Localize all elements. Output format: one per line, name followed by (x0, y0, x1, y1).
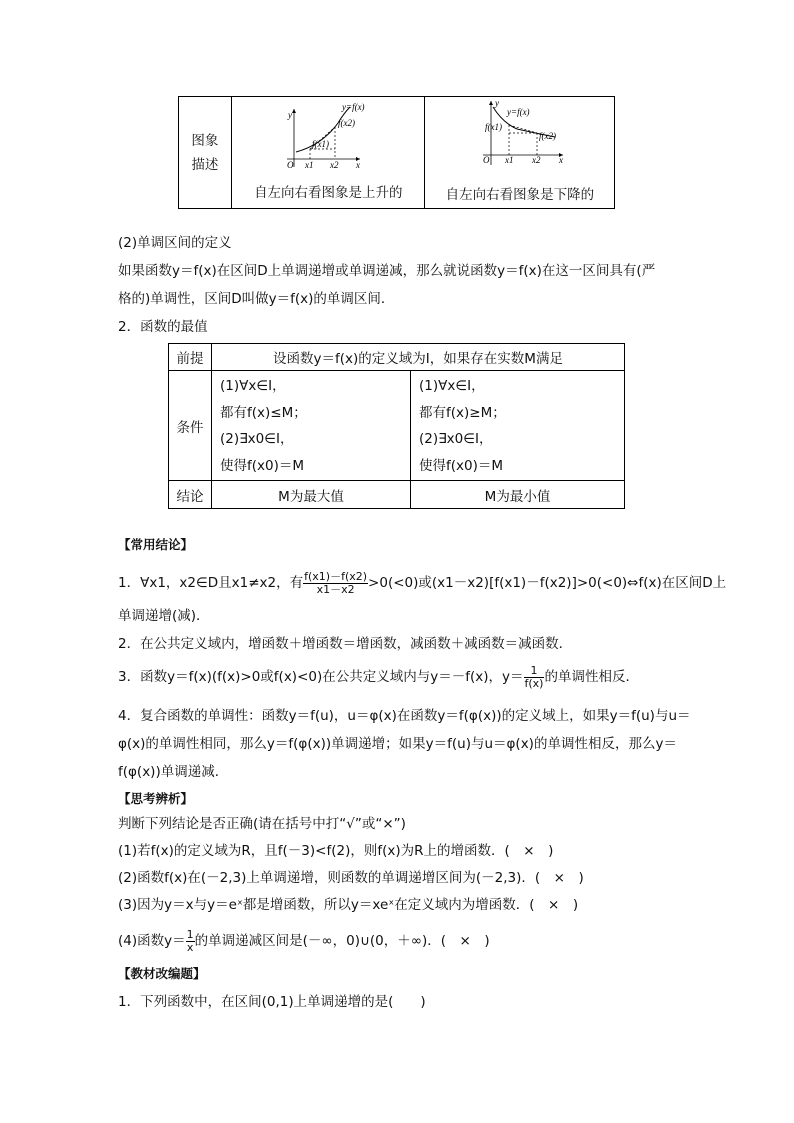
think-heading: 【思考辨析】 (118, 791, 194, 806)
inc-fx1-label: f(x1) (311, 139, 329, 149)
conclusion-3 (118, 662, 639, 692)
increasing-caption: 自左向右看图象是上升的 (254, 185, 403, 201)
graph-row-header: 图象 描述 (179, 97, 232, 209)
dec-x1-label: x1 (504, 155, 514, 165)
conclusion-1-line1 (118, 568, 726, 598)
min-cond-2: 都有f(x)≥M； (419, 404, 506, 421)
t4-numerator: 1 (186, 927, 194, 941)
c1-suffix: >0(<0)或(x1－x2)[f(x1)－f(x2)]>0(<0)⇔f(x)在区间D上 (368, 575, 727, 591)
dec-x2-label: x2 (531, 155, 541, 165)
max-min-heading: 2．函数的最值 (118, 319, 208, 335)
inc-y-label: y (287, 110, 292, 120)
t4-prefix: (4)函数y＝ (118, 933, 186, 949)
graph-table (178, 96, 615, 209)
max-cond-1: (1)∀x∈I， (220, 378, 286, 394)
inc-x1-label: x1 (304, 160, 314, 170)
decreasing-graph (425, 97, 615, 177)
sec2-heading: (2)单调区间的定义 (118, 235, 232, 251)
t4-suffix: 的单调递减区间是(－∞，0)∪(0，＋∞)．( × ) (194, 933, 490, 949)
max-cond-3: (2)∃x0∈I， (220, 431, 294, 447)
sec2-paragraph-line2: 格的)单调性，区间D叫做y＝f(x)的单调区间． (118, 291, 395, 307)
decreasing-cell (424, 97, 614, 209)
conclusion-1-line2: 单调递增(减)． (118, 608, 210, 624)
dec-fx2-label: f(x2) (538, 131, 556, 141)
c1-fraction (303, 571, 368, 596)
condition-label: 条件 (169, 371, 212, 481)
conclusion-2: 2．在公共定义域内，增函数＋增函数＝增函数，减函数＋减函数＝减函数． (118, 636, 573, 652)
think-item-2: (2)函数f(x)在(－2,3)上单调递增，则函数的单调递增区间为(－2,3)．( × ) (118, 870, 584, 886)
c3-denominator: f(x) (524, 676, 544, 690)
max-cond-2: 都有f(x)≤M； (220, 404, 307, 421)
t4-denominator: x (186, 940, 194, 954)
common-heading: 【常用结论】 (118, 537, 194, 552)
min-cond-4: 使得f(x0)＝M (419, 457, 504, 474)
t4-fraction (186, 929, 195, 954)
conclusion-min: M为最小值 (411, 481, 625, 509)
inc-origin-label: O (286, 160, 294, 170)
max-cond-4: 使得f(x0)＝M (220, 457, 305, 474)
increasing-cell (231, 97, 424, 209)
max-conditions (212, 371, 411, 481)
conclusion-max: M为最大值 (212, 481, 411, 509)
dec-func-label: y=f(x) (506, 107, 530, 117)
c1-prefix: 1．∀x1，x2∈D且x1≠x2，有 (118, 575, 304, 591)
conclusion-4-line3: f(φ(x))单调递减． (118, 764, 229, 780)
think-item-1: (1)若f(x)的定义域为R，且f(－3)<f(2)，则f(x)为R上的增函数．( × ) (118, 843, 554, 859)
min-cond-1: (1)∀x∈I， (419, 378, 485, 394)
min-cond-3: (2)∃x0∈I， (419, 431, 493, 447)
c3-suffix: 的单调性相反． (544, 669, 639, 685)
textbook-heading: 【教材改编题】 (118, 966, 206, 981)
c3-prefix: 3．函数y＝f(x)(f(x)>0或f(x)<0)在公共定义域内与y＝－f(x)，y＝ (118, 669, 524, 685)
inc-func-label: y=f(x) (341, 102, 365, 112)
think-item-4 (118, 926, 490, 956)
think-item-3: (3)因为y＝x与y＝eˣ都是增函数，所以y＝xeˣ在定义域内为增函数．( × ) (118, 897, 579, 913)
min-conditions (411, 371, 625, 481)
max-min-table (168, 343, 625, 509)
c1-denominator: x1－x2 (316, 582, 355, 596)
textbook-question-1: 1．下列函数中，在区间(0,1)上单调递增的是( ) (118, 994, 426, 1010)
decreasing-caption: 自左向右看图象是下降的 (445, 187, 595, 203)
dec-x-label: x (558, 155, 563, 165)
inc-x2-label: x2 (329, 160, 339, 170)
conclusion-label: 结论 (169, 481, 212, 509)
sec2-paragraph-line1: 如果函数y＝f(x)在区间D上单调递增或单调递减，那么就说函数y＝f(x)在这一区间具有(严 (118, 263, 656, 279)
think-intro: 判断下列结论是否正确(请在括号中打“√”或“×”) (118, 816, 406, 832)
c3-fraction (524, 665, 545, 690)
premise-label: 前提 (169, 344, 212, 371)
premise-text: 设函数y＝f(x)的定义域为I，如果存在实数M满足 (212, 344, 625, 371)
dec-y-label: y (494, 98, 499, 108)
dec-fx1-label: f(x1) (484, 122, 502, 132)
increasing-graph (232, 97, 425, 177)
conclusion-4-line2: φ(x)的单调性相同，那么y＝f(φ(x))单调递增；如果y＝f(u)与u＝φ(x)的单调性相反，那么y＝ (118, 736, 677, 752)
c1-numerator: f(x1)－f(x2) (304, 569, 368, 583)
inc-x-label: x (355, 160, 360, 170)
inc-fx2-label: f(x2) (337, 118, 355, 128)
conclusion-4-line1: 4．复合函数的单调性：函数y＝f(u)，u＝φ(x)在函数y＝f(φ(x))的定义域上，如果y＝f(u)与u＝ (118, 708, 691, 724)
dec-origin-label: O (482, 155, 490, 165)
c3-numerator: 1 (524, 665, 545, 678)
